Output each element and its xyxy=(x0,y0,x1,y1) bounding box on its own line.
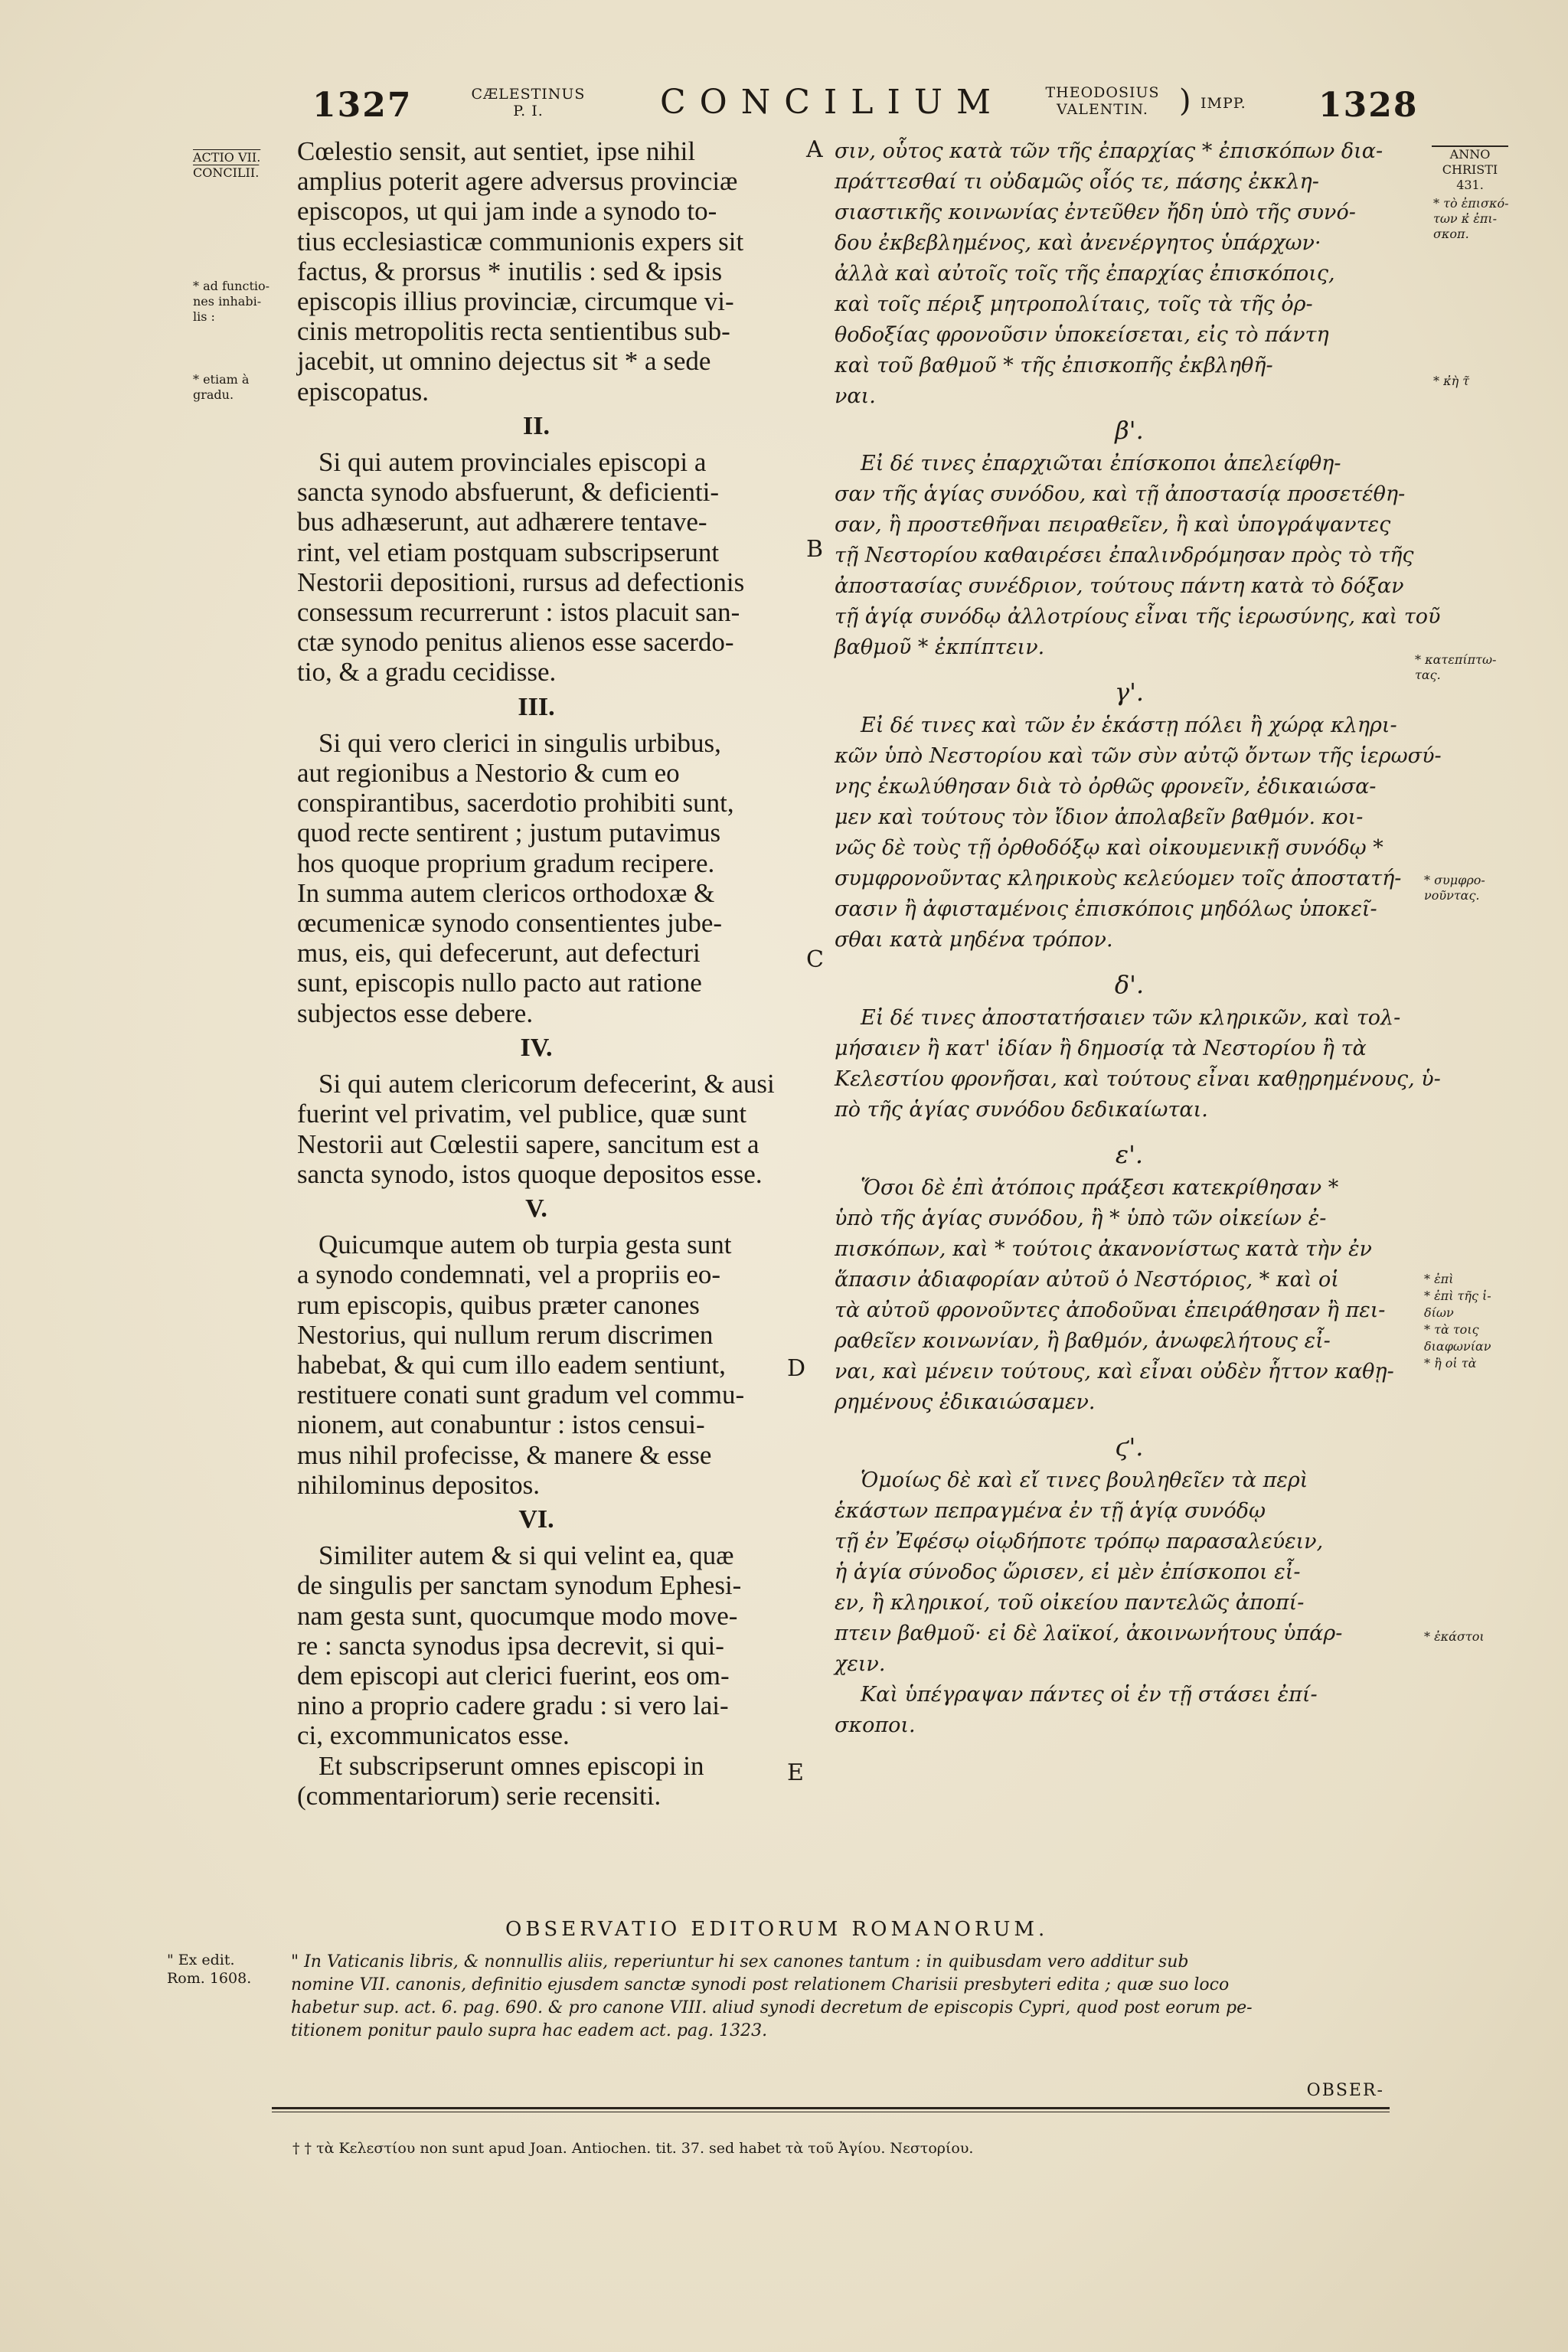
greek-line: εν, ἢ κληρικοί, τοῦ οἰκείου παντελῶς ἀποπί- xyxy=(835,1591,1305,1615)
latin-line: a synodo condemnati, vel a propriis eo- xyxy=(297,1259,721,1290)
greek-line: σαν, ἢ προστεθῆναι πειραθεῖεν, ἢ καὶ ὑπογράψαντες xyxy=(835,513,1391,537)
header-impp: IMPP. xyxy=(1200,95,1246,112)
latin-line: mus, eis, qui defecerunt, aut defecturi xyxy=(297,938,701,969)
greek-line: ναι, καὶ μένειν τούτους, καὶ εἶναι οὐδὲν ἧττον καθῃ- xyxy=(835,1360,1394,1383)
latin-line: aut regionibus a Nestorio & cum eo xyxy=(297,758,680,789)
greek-line: θοδοξίας φρονοῦσιν ὑποκείσεται, εἰς τὸ πάντη xyxy=(835,323,1329,347)
greek-line: συμφρονοῦντας κληρικοὺς κελεύομεν τοῖς ἀποστατή- xyxy=(835,867,1402,890)
greek-line: μεν καὶ τούτους τὸν ἴδιον ἀπολαβεῖν βαθμόν. κοι- xyxy=(835,805,1364,829)
greek-line: νῶς δὲ τοὺς τῇ ὀρθοδόξῳ καὶ οἰκουμενικῇ συνόδῳ * xyxy=(835,836,1383,860)
latin-line: rum episcopis, quibus præter canones xyxy=(297,1289,700,1320)
latin-line: Nestorius, qui nullum rerum discrimen xyxy=(297,1319,714,1350)
greek-line: σιν, οὗτος κατὰ τῶν τῆς ἐπαρχίας * ἐπισκόπων δια- xyxy=(835,139,1383,163)
latin-line: rint, vel etiam postquam subscripserunt xyxy=(297,537,720,567)
latin-line: Nestorii aut Cœlestii sapere, sancitum est a xyxy=(297,1129,760,1159)
greek-line: τῇ ἐν Ἐφέσῳ οἱῳδήποτε τρόπῳ παρασαλεύειν, xyxy=(835,1530,1324,1553)
header-right-line-1: THEODOSIUS xyxy=(1045,84,1160,101)
latin-line: sancta synodo, istos quoque depositos esse. xyxy=(297,1158,763,1189)
header-left-running-title xyxy=(444,86,612,119)
left-note-2-line-2: gradu. xyxy=(193,387,234,402)
latin-line: quod recte sentirent ; justum putavimus xyxy=(297,818,721,848)
greek-canon-heading: ϛ'. xyxy=(1115,1432,1144,1462)
right-note-3-line-2: τας. xyxy=(1415,668,1441,682)
header-left-line-2: P. I. xyxy=(513,103,544,119)
section-letter-d: D xyxy=(787,1355,806,1382)
right-note-5-line-1: * ἐπὶ xyxy=(1424,1272,1454,1286)
latin-line: sancta synodo absfuerunt, & deficienti- xyxy=(297,477,720,508)
greek-canon-heading: ε'. xyxy=(1115,1140,1144,1169)
left-note-1-line-1: * ad functio- xyxy=(193,279,270,293)
greek-line: Καὶ ὑπέγραψαν πάντες οἱ ἐν τῇ στάσει ἐπί- xyxy=(861,1683,1318,1707)
latin-line: tius ecclesiasticæ communionis expers sit xyxy=(297,226,744,256)
latin-line: œcumenicæ synodo consentientes jube- xyxy=(297,908,723,939)
latin-line: hos quoque proprium gradum recipere. xyxy=(297,848,715,878)
right-note-5-line-4: * τὰ τοις xyxy=(1424,1322,1479,1337)
latin-canon-heading: VI. xyxy=(518,1504,554,1534)
right-note-1-line-2: των κ̓ ἐπι- xyxy=(1433,211,1498,226)
latin-text-column xyxy=(297,136,776,1811)
greek-line: ἅπασιν ἀδιαφορίαν αὐτοῦ ὁ Νεστόριος, * καὶ οἱ xyxy=(835,1268,1339,1292)
latin-line: Quicumque autem ob turpia gesta sunt xyxy=(318,1230,732,1260)
latin-line: de singulis per sanctam synodum Ephesi- xyxy=(297,1570,742,1601)
left-marginal-note-2 xyxy=(193,372,249,403)
right-marginal-note-5 xyxy=(1424,1271,1491,1372)
greek-canon-heading: δ'. xyxy=(1114,970,1145,999)
latin-line: sunt, episcopis nullo pacto aut ratione xyxy=(297,968,702,998)
greek-line: Εἰ δέ τινες ἀποστατήσαιεν τῶν κληρικῶν, καὶ τολ- xyxy=(861,1006,1401,1030)
running-title: CONCILIUM xyxy=(660,83,1005,122)
latin-line: Nestorii depositioni, rursus ad defectionis xyxy=(297,567,745,597)
latin-canon-heading: V. xyxy=(525,1194,547,1223)
latin-line: Si qui autem provinciales episcopi a xyxy=(318,447,707,478)
right-note-3-line-1: * κατεπίπτω- xyxy=(1415,652,1497,667)
observatio-margin-line-2: Rom. 1608. xyxy=(167,1970,252,1987)
greek-line: Εἰ δέ τινες ἐπαρχιῶται ἐπίσκοποι ἀπελείφθη- xyxy=(861,452,1341,475)
latin-line: bus adhæserunt, aut adhærere tentave- xyxy=(297,507,707,537)
left-note-1-line-2: nes inhabi- xyxy=(193,294,262,309)
right-note-5-line-3: δίων xyxy=(1424,1305,1454,1320)
latin-line: Cœlestio sensit, aut sentiet, ipse nihil xyxy=(297,136,696,166)
footnote-rule xyxy=(272,2107,1390,2109)
observatio-line: nomine VII. canonis, definitio ejusdem sanctæ synodi post relationem Charisii presbyteri edita ; quæ suo loco xyxy=(291,1975,1230,1994)
latin-line: Si qui autem clericorum defecerint, & ausi xyxy=(318,1069,775,1099)
latin-line: subjectos esse debere. xyxy=(297,998,534,1028)
greek-line: Ὁμοίως δὲ καὶ εἴ τινες βουληθεῖεν τὰ περὶ xyxy=(861,1468,1308,1492)
latin-line: conspirantibus, sacerdotio prohibiti sunt, xyxy=(297,788,734,818)
right-note-5-line-5: διαφωνίαν xyxy=(1424,1339,1491,1354)
greek-line: νης ἐκωλύθησαν διὰ τὸ ὀρθῶς φρονεῖν, ἐδικαιώσα- xyxy=(835,775,1377,799)
greek-line: ναι. xyxy=(835,384,876,408)
left-note-1-line-3: lis : xyxy=(193,309,215,324)
greek-line: ὑπὸ τῆς ἁγίας συνόδου, ἢ * ὑπὸ τῶν οἰκείων ἐ- xyxy=(835,1207,1327,1230)
right-marginal-note-2: * κ̓ὴ τ̃ xyxy=(1433,374,1470,388)
greek-line: βαθμοῦ * ἐκπίπτειν. xyxy=(835,635,1045,659)
latin-canon-heading: IV. xyxy=(520,1033,553,1062)
greek-line: ραθεῖεν κοινωνίαν, ἢ βαθμόν, ἀνωφελήτους εἶ- xyxy=(835,1329,1331,1353)
right-note-1-line-1: * τὸ ἐπισκό- xyxy=(1433,196,1509,211)
page-number-left: 1327 xyxy=(312,86,413,125)
latin-line: restituere conati sunt gradum vel commu- xyxy=(297,1380,745,1410)
anno-line-2: CHRISTI xyxy=(1442,162,1498,177)
latin-line: jacebit, ut omnino dejectus sit * a sede xyxy=(297,346,711,377)
latin-canon-heading: II. xyxy=(523,411,550,440)
greek-canon-heading: β'. xyxy=(1115,416,1144,445)
observatio-margin-line-1: " Ex edit. xyxy=(167,1952,235,1968)
greek-line: σθαι κατὰ μηδένα τρόπον. xyxy=(835,928,1113,952)
right-marginal-note-3 xyxy=(1415,652,1496,683)
latin-line: mus nihil profecisse, & manere & esse xyxy=(297,1439,712,1470)
latin-line: episcopis illius provinciæ, circumque vi- xyxy=(297,286,734,317)
greek-line: πισκόπων, καὶ * τούτοις ἀκανονίστως κατὰ τὴν ἐν xyxy=(835,1237,1372,1261)
greek-canon-heading: γ'. xyxy=(1114,678,1145,707)
greek-line: καὶ τοῦ βαθμοῦ * τῆς ἐπισκοπῆς ἐκβληθῆ- xyxy=(835,354,1273,377)
anno-christi-label xyxy=(1432,145,1508,193)
latin-line: ci, excommunicatos esse. xyxy=(297,1720,570,1751)
greek-line: τῇ ἁγίᾳ συνόδῳ ἀλλοτρίους εἶναι τῆς ἱερωσύνης, καὶ τοῦ xyxy=(835,605,1441,629)
latin-line: factus, & prorsus * inutilis : sed & ipsis xyxy=(297,256,723,286)
section-letter-b: B xyxy=(806,536,824,563)
anno-year: 431. xyxy=(1456,178,1484,192)
section-letter-a: A xyxy=(806,136,823,163)
right-note-4-line-1: * συμφρο- xyxy=(1424,873,1485,887)
footnote: † † τὰ Κελεστίου non sunt apud Joan. Antiochen. tit. 37. sed habet τὰ τοῦ Ἀγίου. Νεστορίου. xyxy=(292,2140,974,2157)
greek-line: τὰ αὐτοῦ φρονοῦντες ἀποδοῦναι ἐπειράθησαν ἢ πει- xyxy=(835,1298,1386,1322)
greek-line: τῇ Νεστορίου καθαιρέσει ἐπαλινδρόμησαν πρὸς τὸ τῆς xyxy=(835,544,1414,567)
greek-line: σαν τῆς ἁγίας συνόδου, καὶ τῇ ἀποστασίᾳ προσετέθη- xyxy=(835,482,1406,506)
latin-canon-heading: III. xyxy=(518,692,555,721)
observatio-line: titionem ponitur paulo supra hac eadem act. pag. 1323. xyxy=(291,2021,768,2040)
greek-line: σιαστικῆς κοινωνίας ἐντεῦθεν ἤδη ὑπὸ τῆς συνό- xyxy=(835,201,1356,224)
latin-line: fuerint vel privatim, vel publice, quæ sunt xyxy=(297,1099,747,1129)
greek-line: πὸ τῆς ἁγίας συνόδου δεδικαίωται. xyxy=(835,1098,1208,1122)
actio-line-2: CONCILII. xyxy=(193,165,260,180)
right-marginal-note-4 xyxy=(1424,873,1485,903)
greek-line: ἑκάστων πεπραγμένα ἐν τῇ ἁγίᾳ συνόδῳ xyxy=(835,1499,1266,1523)
observatio-note xyxy=(291,1951,1401,2043)
latin-line: episcopos, ut qui jam inde a synodo to- xyxy=(297,196,717,227)
latin-line: re : sancta synodus ipsa decrevit, si qui- xyxy=(297,1630,724,1661)
greek-line: πράττεσθαί τι οὐδαμῶς οἷός τε, πάσης ἐκκλη- xyxy=(835,170,1319,194)
right-note-5-line-6: * ἢ οἱ τὰ xyxy=(1424,1356,1477,1370)
right-marginal-note-6: * ἐκάστοι xyxy=(1424,1629,1485,1644)
greek-line: ρημένους ἐδικαιώσαμεν. xyxy=(835,1390,1096,1414)
right-note-4-line-2: νοῦντας. xyxy=(1424,888,1480,903)
latin-line: tio, & a gradu cecidisse. xyxy=(297,657,557,688)
greek-line: Κελεστίου φρονῆσαι, καὶ τούτους εἶναι καθῃρημένους, ὑ- xyxy=(835,1067,1441,1091)
latin-line: habebat, & qui cum illo eadem sentiunt, xyxy=(297,1349,726,1380)
greek-line: χειν. xyxy=(835,1652,886,1676)
latin-line: Et subscripserunt omnes episcopi in xyxy=(318,1750,704,1781)
latin-line: In summa autem clericos orthodoxæ & xyxy=(297,877,715,908)
right-note-5-line-2: * ἐπὶ τῆς ἰ- xyxy=(1424,1289,1491,1303)
latin-line: consessum recurrerunt : istos placuit san- xyxy=(297,597,740,628)
latin-line: (commentariorum) serie recensiti. xyxy=(297,1780,662,1811)
section-letter-e: E xyxy=(787,1759,804,1786)
header-left-line-1: CÆLESTINUS xyxy=(471,86,586,103)
greek-line: ἀποστασίας συνέδριον, τούτους πάντη κατὰ τὸ δόξαν xyxy=(835,574,1404,598)
greek-line: μήσαιεν ἢ κατ' ἰδίαν ἢ δημοσίᾳ τὰ Νεστορίου ἢ τὰ xyxy=(835,1037,1367,1060)
latin-line: nam gesta sunt, quocumque modo move- xyxy=(297,1600,738,1631)
latin-line: episcopatus. xyxy=(297,376,430,407)
greek-line: ἡ ἁγία σύνοδος ὥρισεν, εἰ μὲν ἐπίσκοποι εἶ- xyxy=(835,1560,1301,1584)
actio-marginal-label xyxy=(193,150,260,181)
page-number-right: 1328 xyxy=(1318,86,1419,125)
latin-line: amplius poterit agere adversus provinciæ xyxy=(297,166,738,197)
greek-line: πτειν βαθμοῦ· εἰ δὲ λαϊκοί, ἀκοινωνήτους ὑπάρ- xyxy=(835,1622,1343,1645)
anno-line-1: ANNO xyxy=(1449,147,1491,162)
latin-line: nihilominus depositos. xyxy=(297,1469,540,1500)
latin-line: ctæ synodo penitus alienos esse sacerdo- xyxy=(297,627,734,658)
observatio-line: " In Vaticanis libris, & nonnullis aliis, reperiuntur hi sex canones tantum : in quibusdam vero additur sub xyxy=(291,1952,1189,1971)
latin-line: nionem, aut conabuntur : istos censui- xyxy=(297,1410,705,1440)
greek-line: ἀλλὰ καὶ αὐτοῖς τοῖς τῆς ἐπαρχίας ἐπισκόποις, xyxy=(835,262,1335,286)
left-marginal-note-1 xyxy=(193,279,270,325)
left-note-2-line-1: * etiam à xyxy=(193,372,250,387)
right-marginal-note-1 xyxy=(1433,196,1508,242)
header-brace: ) xyxy=(1179,83,1191,119)
latin-line: cinis metropolitis recta sentientibus sub- xyxy=(297,316,730,347)
latin-line: dem episcopi aut clerici fuerint, eos om- xyxy=(297,1660,730,1690)
latin-line: Similiter autem & si qui velint ea, quæ xyxy=(318,1540,734,1571)
greek-line: Ὅσοι δὲ ἐπὶ ἀτόποις πράξεσι κατεκρίθησαν * xyxy=(861,1176,1339,1200)
observatio-heading: OBSERVATIO EDITORUM ROMANORUM. xyxy=(505,1918,1049,1941)
greek-line: σασιν ἢ ἀφισταμένοις ἐπισκόποις μηδόλως ὑποκεῖ- xyxy=(835,897,1377,921)
greek-line: σκοποι. xyxy=(835,1713,916,1737)
observatio-margin-note xyxy=(167,1951,251,1988)
right-note-1-line-3: σκοπ. xyxy=(1433,227,1469,241)
observatio-line: habetur sup. act. 6. pag. 690. & pro canone VIII. aliud synodi decretum de episcopis Cypri, quod post eorum pe- xyxy=(291,1998,1253,2017)
header-right-line-2: VALENTIN. xyxy=(1057,101,1148,118)
greek-line: κῶν ὑπὸ Νεστορίου καὶ τῶν σὺν αὐτῷ ὄντων τῆς ἱερωσύ- xyxy=(835,744,1442,768)
header-right-running-title xyxy=(1026,84,1179,118)
latin-line: nino a proprio cadere gradu : si vero lai- xyxy=(297,1690,729,1721)
greek-line: καὶ τοῖς πέριξ μητροπολίταις, τοῖς τὰ τῆς ὀρ- xyxy=(835,292,1313,316)
greek-line: Εἰ δέ τινες καὶ τῶν ἐν ἑκάστῃ πόλει ἢ χώρᾳ κληρι- xyxy=(861,714,1397,737)
greek-line: δου ἐκβεβλημένος, καὶ ἀνενέργητος ὑπάρχων· xyxy=(835,231,1321,255)
section-letter-c: C xyxy=(806,946,824,973)
latin-line: Si qui vero clerici in singulis urbibus, xyxy=(318,727,721,758)
actio-line-1: ACTIO VII. xyxy=(193,150,261,165)
catchword: OBSER- xyxy=(1306,2081,1384,2100)
